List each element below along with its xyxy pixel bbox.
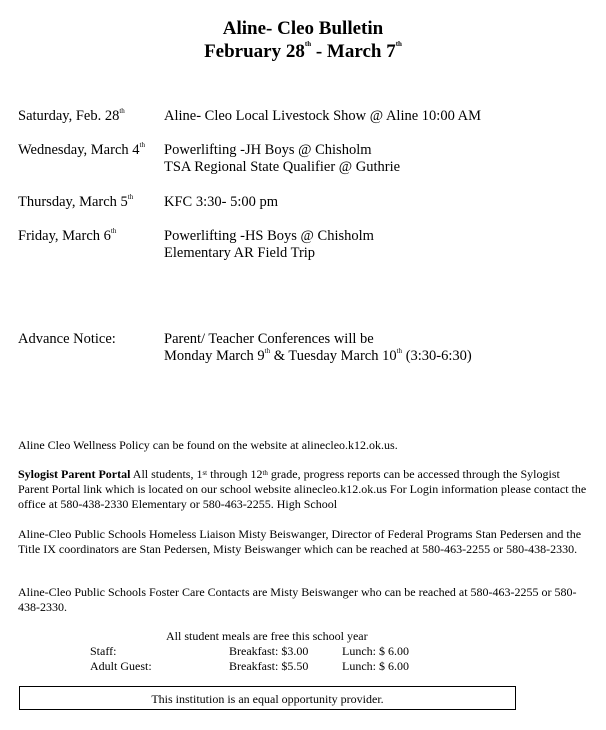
advance-notice-label: Advance Notice:	[18, 331, 116, 347]
meals-staff-lunch: Lunch: $ 6.00	[342, 644, 409, 658]
event-day-friday: Friday, March 6th	[18, 227, 117, 244]
event-detail: Elementary AR Field Trip	[164, 245, 316, 261]
event-detail: Aline- Cleo Local Livestock Show @ Aline 10:00 AM	[164, 108, 482, 124]
event-detail: KFC 3:30- 5:00 pm	[164, 194, 278, 210]
bulletin-date-range: February 28th - March 7th	[204, 40, 402, 62]
meals-free-text: All student meals are free this school year	[166, 629, 368, 643]
event-day-thursday: Thursday, March 5th	[18, 193, 134, 210]
event-detail: Powerlifting -JH Boys @ Chisholm	[164, 142, 372, 158]
event-day-saturday: Saturday, Feb. 28th	[18, 107, 125, 124]
sylogist-parent-portal-text: Sylogist Parent Portal All students, 1st through 12th grade, progress reports can be accessed through the Sylogist Parent Portal link which is located on our school website alinecleo.k12.ok.us For Login information please contact the office at 580-438-2330 Elementary or 580-463-2255. High School	[18, 467, 587, 511]
meals-guest-breakfast: Breakfast: $5.50	[229, 659, 309, 673]
meals-staff-label: Staff:	[90, 644, 117, 658]
meals-guest-label: Adult Guest:	[90, 659, 152, 673]
meals-staff-breakfast: Breakfast: $3.00	[229, 644, 309, 658]
meals-guest-lunch: Lunch: $ 6.00	[342, 659, 409, 673]
event-detail: TSA Regional State Qualifier @ Guthrie	[164, 159, 401, 175]
bulletin-title: Aline- Cleo Bulletin	[222, 18, 384, 39]
wellness-policy-text: Aline Cleo Wellness Policy can be found on the website at alinecleo.k12.ok.us.	[18, 438, 398, 452]
foster-care-text: Aline-Cleo Public Schools Foster Care Contacts are Misty Beiswanger who can be reached at 580-463-2255 or 580-438-2330.	[18, 585, 577, 614]
advance-notice-line1: Parent/ Teacher Conferences will be	[164, 331, 374, 347]
homeless-liaison-text: Aline-Cleo Public Schools Homeless Liaison Misty Beiswanger, Director of Federal Programs Stan Pedersen and the Title IX coordinators are Stan Pedersen, Misty Beiswanger which can be reached at 580-463-2255 or 580-438-2330.	[18, 527, 582, 556]
event-day-wednesday: Wednesday, March 4th	[18, 141, 145, 158]
advance-notice-line2: Monday March 9th & Tuesday March 10th (3:30-6:30)	[164, 347, 472, 364]
event-detail: Powerlifting -HS Boys @ Chisholm	[164, 228, 374, 244]
equal-opportunity-statement: This institution is an equal opportunity provider.	[19, 686, 516, 710]
